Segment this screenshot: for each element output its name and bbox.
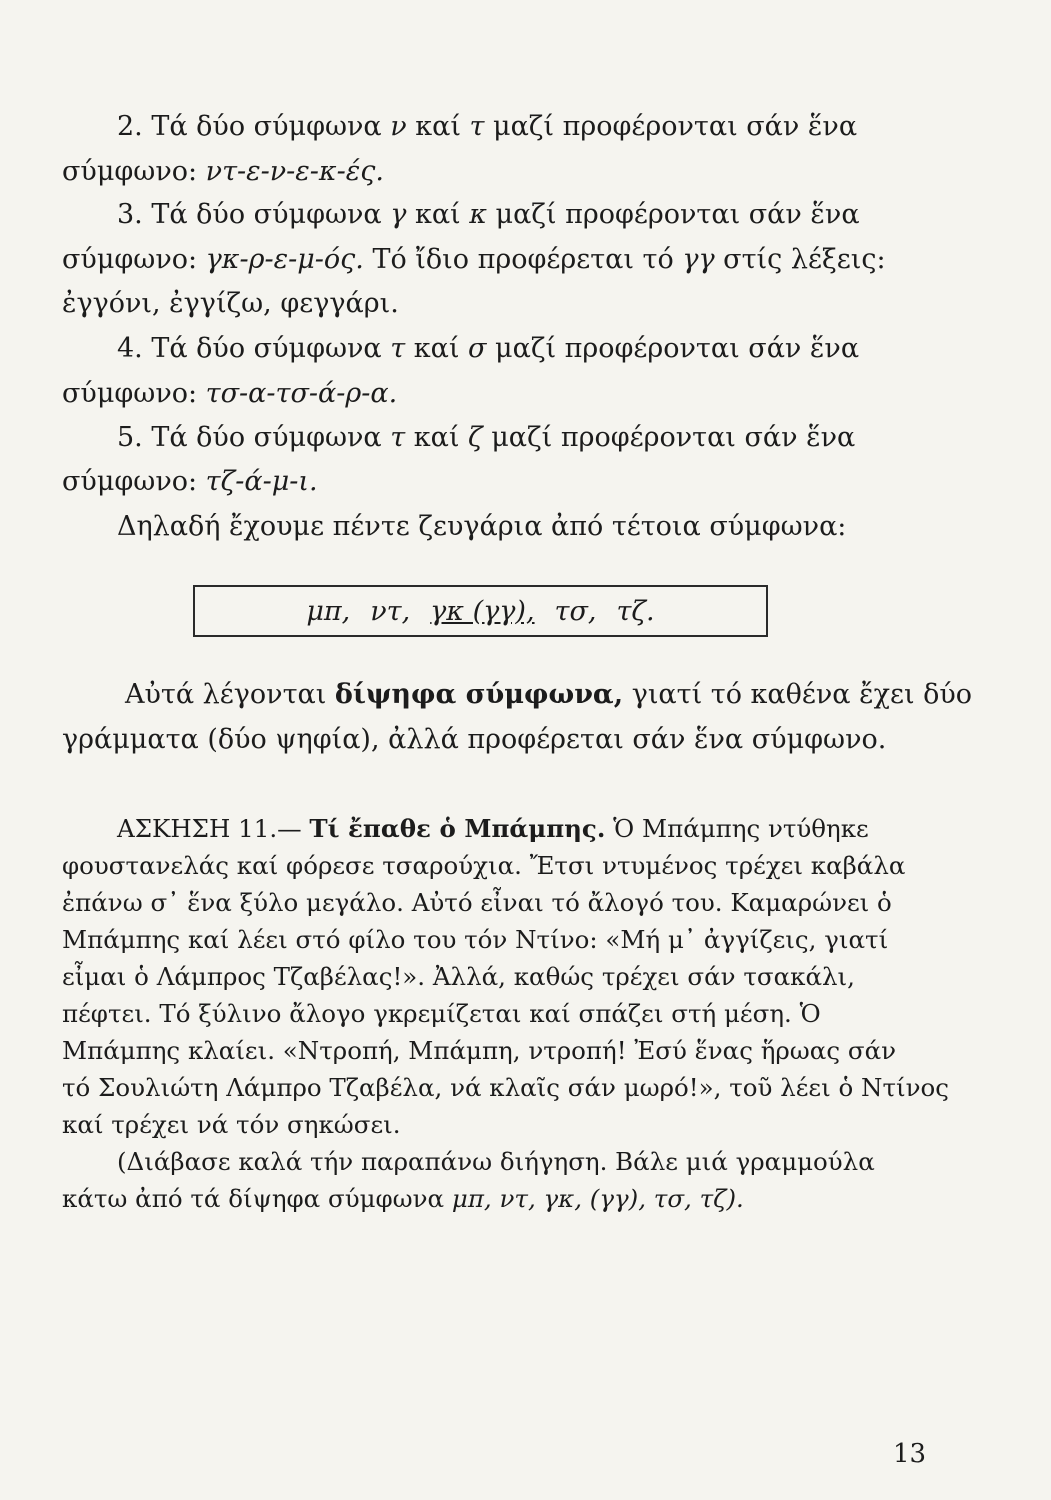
exercise-line: τό Σουλιώτη Λάμπρο Τζαβέλα, νά κλαῖς σάν μωρό!», τοῦ λέει ὁ Ντίνος (62, 1073, 950, 1102)
exercise-line: πέφτει. Τό ξύλινο ἄλογο γκρεμίζεται καί σπάζει στή μέση. Ὁ (62, 999, 821, 1028)
example-word: τζ-ά-μ-ι. (205, 466, 318, 497)
text: Ὁ Μπάμπης ντύθηκε (605, 814, 869, 843)
consonant: τ (469, 111, 485, 142)
text: 2. Τά δύο σύμφωνα (117, 111, 391, 142)
summary-line: Δηλαδή ἔχουμε πέντε ζευγάρια ἀπό τέτοια σύμφωνα: (117, 511, 847, 542)
text: Αὐτά λέγονται (125, 679, 335, 710)
definition-line-1 (125, 678, 972, 712)
text: Τό ἴδιο προφέρεται τό (363, 244, 683, 275)
text: καί (405, 333, 469, 364)
consonant: ν (390, 111, 407, 142)
digraph-box (193, 585, 768, 637)
item-3-line-2 (62, 243, 886, 277)
text: καί (406, 199, 470, 230)
digraph-ts: τσ, (554, 596, 597, 627)
item-2-line-1 (117, 110, 857, 144)
consonant: κ (469, 199, 487, 230)
exercise-title: Τί ἔπαθε ὁ Μπάμπης. (309, 814, 606, 843)
exercise-line: Μπάμπης κλαίει. «Ντροπή, Μπάμπη, ντροπή! Ἐσύ ἕνας ἥρωας σάν (62, 1036, 897, 1065)
text: σύμφωνο: (62, 466, 206, 497)
text: μαζί προφέρονται σάν ἕνα (482, 422, 856, 453)
text: 4. Τά δύο σύμφωνα (117, 333, 391, 364)
consonant: τ (390, 333, 406, 364)
digraph-mp: μπ, (306, 596, 351, 627)
consonant: σ (468, 333, 487, 364)
term-digraph-consonants: δίψηφα σύμφωνα, (334, 679, 624, 710)
consonant: γ (390, 199, 407, 230)
exercise-heading-line (117, 812, 869, 846)
item-2-line-2 (62, 155, 384, 189)
item-5-line-1 (117, 421, 855, 455)
text: μαζί προφέρονται σάν ἕνα (484, 111, 858, 142)
text: μαζί προφέρονται σάν ἕνα (486, 199, 860, 230)
exercise-line: ἐπάνω σ᾿ ἕνα ξύλο μεγάλο. Αὐτό εἶναι τό ἄλογό του. Καμαρώνει ὁ (62, 888, 892, 917)
text: γιατί τό καθένα ἔχει δύο (623, 679, 973, 710)
exercise-line: καί τρέχει νά τόν σηκώσει. (62, 1110, 401, 1139)
text: 3. Τά δύο σύμφωνα (117, 199, 391, 230)
item-4-line-1 (117, 332, 859, 366)
text: μαζί προφέρονται σάν ἕνα (486, 333, 860, 364)
digraph-tz: τζ. (616, 596, 655, 627)
consonant: τ (390, 422, 406, 453)
text: στίς λέξεις: (714, 244, 886, 275)
exercise-line: φουστανελάς καί φόρεσε τσαρούχια. Ἔτσι ντυμένος τρέχει καβάλα (62, 851, 906, 880)
digraph-gk: γκ (γγ), (430, 596, 535, 627)
item-4-line-2 (62, 377, 397, 411)
text: σύμφωνο: (62, 378, 206, 409)
text: κάτω ἀπό τά δίψηφα σύμφωνα (62, 1184, 452, 1213)
definition-line-2: γράμματα (δύο ψηφία), ἀλλά προφέρεται σάν ἕνα σύμφωνο. (62, 724, 887, 755)
item-3-line-3: ἐγγόνι, ἐγγίζω, φεγγάρι. (62, 288, 399, 319)
digraph-nt: ντ, (370, 596, 411, 627)
example-word: ντ-ε-ν-ε-κ-ές. (205, 156, 384, 187)
instruction-line-2 (62, 1182, 744, 1216)
digraph-list (195, 595, 766, 629)
consonant: ζ (468, 422, 483, 453)
item-5-line-2 (62, 465, 318, 499)
digraph-list-inline: μπ, ντ, γκ, (γγ), τσ, τζ). (451, 1184, 744, 1213)
exercise-label: ΑΣΚΗΣΗ 11.— (117, 814, 302, 843)
text: σύμφωνο: (62, 156, 206, 187)
consonant: γγ (682, 244, 715, 275)
text: 5. Τά δύο σύμφωνα (117, 422, 391, 453)
text: καί (406, 111, 470, 142)
example-word: γκ-ρ-ε-μ-ός. (205, 244, 364, 275)
text: καί (405, 422, 469, 453)
item-3-line-1 (117, 198, 860, 232)
exercise-line: Μπάμπης καί λέει στό φίλο του τόν Ντίνο: «Μή μ᾿ ἀγγίζεις, γιατί (62, 925, 889, 954)
instruction-line-1: (Διάβασε καλά τήν παραπάνω διήγηση. Βάλε μιά γραμμούλα (117, 1147, 875, 1176)
example-word: τσ-α-τσ-ά-ρ-α. (205, 378, 398, 409)
page-number: 13 (893, 1439, 927, 1469)
text: σύμφωνο: (62, 244, 206, 275)
exercise-line: εἶμαι ὁ Λάμπρος Τζαβέλας!». Ἀλλά, καθώς τρέχει σάν τσακάλι, (62, 962, 855, 991)
